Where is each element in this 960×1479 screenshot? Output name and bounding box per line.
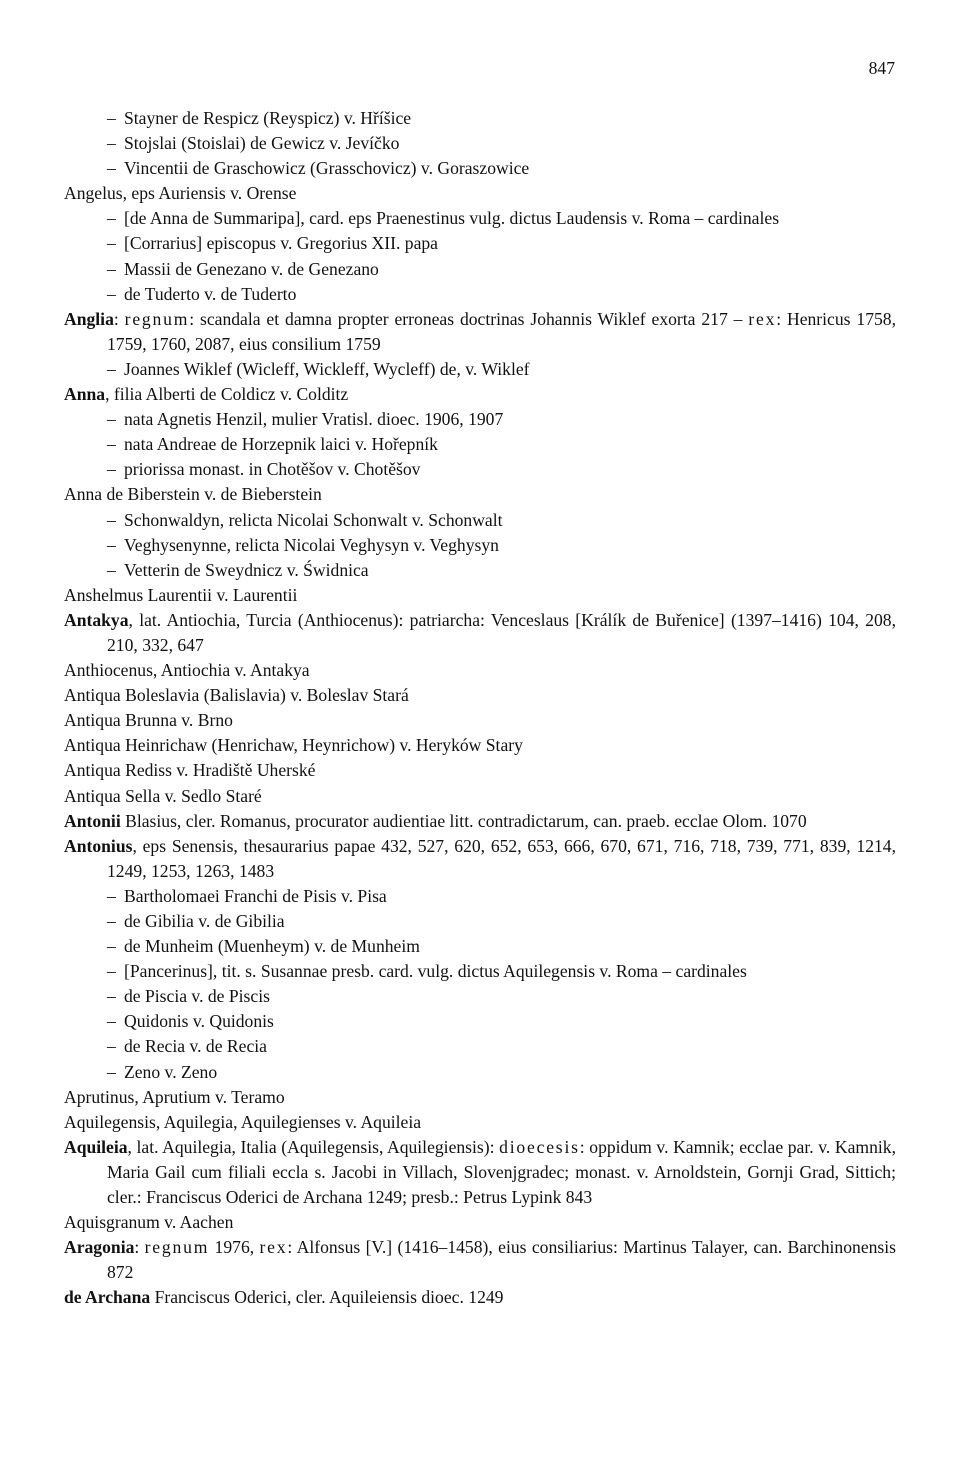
subentry-text: de Gibilia v. de Gibilia [124,911,285,931]
index-entry [64,1235,896,1285]
subentry-text: Veghysenynne, relicta Nicolai Veghysyn v. Veghysyn [124,534,499,555]
spaced-keyword: rex [748,308,777,329]
spaced-keyword: regnum [144,1237,210,1258]
entry-text: , eps Senensis, thesaurarius papae 432, 527, 620, 652, 653, 666, 670, 671, 716, 718, 739, 771, 839, 1214, 1249, 1253, 1263, 1483 [107,835,896,881]
dash-marker: – [107,911,116,931]
dash-marker: – [107,459,116,480]
index-entry: Aquisgranum v. Aachen [64,1212,234,1233]
index-entry [64,834,896,884]
subentry-text: [de Anna de Summaripa], card. eps Praenestinus vulg. dictus Laudensis v. Roma – cardinales [124,208,780,229]
index-entry: Antiqua Heinrichaw (Henrichaw, Heynrichow) v. Heryków Stary [64,735,523,756]
dash-marker: – [107,534,116,555]
index-subentry [64,984,896,1009]
index-subentry [64,1009,896,1034]
index-entry: Aprutinus, Aprutium v. Teramo [64,1086,285,1107]
subentry-text: Massii de Genezano v. de Genezano [124,258,379,279]
index-subentry [64,934,896,959]
index-subentry [64,558,896,583]
index-entry: Aquilegensis, Aquilegia, Aquilegienses v. Aquileia [64,1111,422,1132]
subentry-text: Stojslai (Stoislai) de Gewicz v. Jevíčko [124,133,400,154]
index-subentry [64,231,896,256]
dash-marker: – [107,986,116,1007]
index-entry [64,809,896,834]
index-subentry [64,407,896,432]
entry-text: , filia Alberti de Coldicz v. Colditz [105,384,349,405]
entry-text: : [113,308,125,329]
entry-text: : Henricus 1758, 1759, 1760, 2087, eius consilium 1759 [107,308,896,354]
subentry-text: de Recia v. de Recia [124,1036,267,1057]
dash-marker: – [107,434,116,455]
subentry-text: Vincentii de Graschowicz (Grasschovicz) v. Goraszowice [124,158,530,179]
subentry-text: [Pancerinus], tit. s. Susannae presb. card. vulg. dictus Aquilegensis v. Roma – cardinales [124,961,747,982]
subentry-text: de Piscia v. de Piscis [124,986,270,1007]
index-subentry [64,1060,896,1085]
dash-marker: – [107,108,116,128]
entry-text: : oppidum v. Kamnik; ecclae par. v. Kamnik, Maria Gail cum filiali eccla s. Jacobi in Villach, Slovenjgradec; monast. v. Arnoldstein, Gornji Grad, Sittich; cler.: Franciscus Oderici de Archana 1249; presb.: Petrus Lypink 843 [107,1136,896,1208]
index-entry: Antiqua Rediss v. Hradiště Uherské [64,760,316,781]
dash-marker: – [107,961,116,982]
page-number: 847 [868,58,895,78]
index-entry: Antiqua Brunna v. Brno [64,710,233,731]
subentry-text: Schonwaldyn, relicta Nicolai Schonwalt v. Schonwalt [124,509,503,530]
entry-headword: Antonii [64,810,121,831]
subentry-text: nata Andreae de Horzepnik laici v. Hořepník [124,434,438,455]
entry-text: , lat. Aquilegia, Italia (Aquilegensis, Aquilegiensis): [127,1136,500,1157]
index-entry [64,1135,896,1210]
dash-marker: – [107,509,116,530]
subentry-text: Bartholomaei Franchi de Pisis v. Pisa [124,885,387,906]
subentry-text: Vetterin de Sweydnicz v. Świdnica [124,559,369,580]
index-entry [64,608,896,658]
spaced-keyword: dioecesis [499,1136,580,1157]
dash-marker: – [107,208,116,229]
index-subentry [64,131,896,156]
index-subentry [64,206,896,231]
index-subentry [64,959,896,984]
entry-headword: Aragonia [64,1237,135,1258]
entry-text: : scandala et damna propter erroneas doctrinas Johannis Wiklef exorta 217 – [189,308,749,329]
index-subentry [64,432,896,457]
subentry-text: priorissa monast. in Chotěšov v. Chotěšov [124,459,421,480]
entry-text: , lat. Antiochia, Turcia (Anthiocenus): patriarcha: Venceslaus [Králík de Buřenice] (1397–1416) 104, 208, 210, 332, 647 [107,609,896,655]
index-subentry [64,533,896,558]
index-subentry [64,106,896,131]
dash-marker: – [107,258,116,279]
entry-headword: Antonius [64,835,133,856]
index-subentry [64,457,896,482]
index-entry: Anna de Biberstein v. de Bieberstein [64,484,322,505]
index-entry [64,382,896,407]
dash-marker: – [107,133,116,154]
entry-text: : Alfonsus [V.] (1416–1458), eius consiliarius: Martinus Talayer, can. Barchinonensis 872 [107,1237,897,1283]
dash-marker: – [107,358,116,379]
index-entry: Angelus, eps Auriensis v. Orense [64,183,297,204]
entry-headword: Anna [64,384,106,405]
index-subentry [64,357,896,382]
entry-headword: Antakya [64,609,129,630]
dash-marker: – [107,1061,116,1082]
subentry-text: Quidonis v. Quidonis [124,1011,274,1032]
dash-marker: – [107,233,116,254]
index-entry: Antiqua Boleslavia (Balislavia) v. Boleslav Stará [64,685,409,706]
dash-marker: – [107,936,116,957]
index-entry: Anthiocenus, Antiochia v. Antakya [64,660,310,681]
index-subentry [64,257,896,282]
dash-marker: – [107,1036,116,1057]
index-content [64,106,896,1311]
dash-marker: – [107,559,116,580]
index-entry: Antiqua Sella v. Sedlo Staré [64,785,262,806]
subentry-text: de Munheim (Muenheym) v. de Munheim [124,936,420,957]
index-subentry [64,508,896,533]
entry-text: Blasius, cler. Romanus, procurator audientiae litt. contradictarum, can. praeb. ecclae Olom. 1070 [120,810,807,831]
spaced-keyword: regnum [124,308,190,329]
entry-headword: de Archana [64,1287,151,1308]
entry-text: : [134,1237,145,1258]
subentry-text: Stayner de Respicz (Reyspicz) v. Hříšice [124,108,412,128]
entry-headword: Aquileia [64,1136,128,1157]
dash-marker: – [107,885,116,906]
index-entry [64,307,896,357]
index-subentry [64,884,896,909]
dash-marker: – [107,1011,116,1032]
spaced-keyword: rex [259,1237,288,1258]
dash-marker: – [107,409,116,430]
entry-text: 1976, [209,1237,260,1258]
entry-text: Franciscus Oderici, cler. Aquileiensis dioec. 1249 [150,1287,504,1308]
subentry-text: [Corrarius] episcopus v. Gregorius XII. papa [124,233,438,254]
entry-headword: Anglia [64,308,114,329]
index-subentry [64,282,896,307]
subentry-text: de Tuderto v. de Tuderto [124,283,297,304]
subentry-text: Zeno v. Zeno [124,1061,218,1082]
index-subentry [64,909,896,934]
subentry-text: nata Agnetis Henzil, mulier Vratisl. dioec. 1906, 1907 [124,409,504,430]
subentry-text: Joannes Wiklef (Wicleff, Wickleff, Wycleff) de, v. Wiklef [124,358,530,379]
index-entry: Anshelmus Laurentii v. Laurentii [64,584,298,605]
dash-marker: – [107,283,116,304]
index-subentry [64,1034,896,1059]
dash-marker: – [107,158,116,179]
index-subentry [64,156,896,181]
index-entry [64,1285,896,1310]
